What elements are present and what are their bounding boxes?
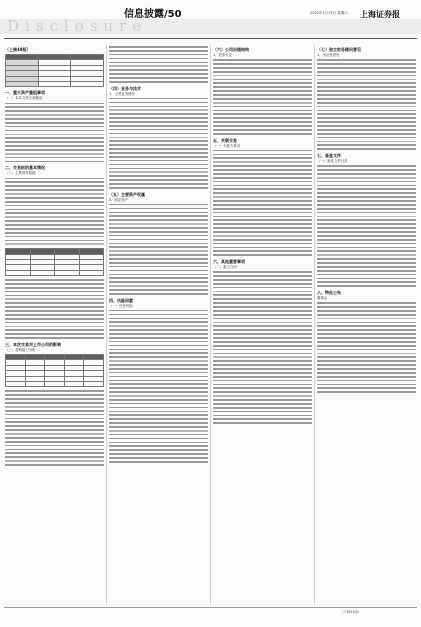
text-block [213,271,312,424]
section-heading: （四）业务与技术 [109,85,141,91]
sub-heading: 1、股东大会 [213,53,233,57]
text-block [5,103,104,163]
section-heading: 五、关联交易 [213,137,237,143]
text-block [109,98,208,189]
financial-table [5,248,104,276]
column-1 [5,45,104,605]
text-block [109,204,208,295]
column-divider [314,45,315,605]
sub-heading: （一）备查文件目录 [317,159,348,164]
text-block [317,59,416,150]
sub-heading: （一）经营风险 [109,303,133,308]
section-heading: 四、风险因素 [109,297,133,303]
column-2 [109,45,208,605]
sub-heading: （二）主要财务数据 [5,171,36,176]
text-block [213,150,312,256]
sub-heading: 1、主营业务情况 [109,91,135,96]
bottom-rule [4,607,417,608]
sub-heading: （二）重大合同 [213,265,237,270]
text-block [109,46,208,83]
page-header [0,0,421,42]
column-4 [317,45,416,605]
text-block [213,59,312,134]
section-heading: 三、本次交易对上市公司的影响 [5,341,61,347]
section-heading: 一、重大资产重组事项 [5,90,45,96]
data-table [5,354,104,387]
section-heading: （六）公司治理结构 [213,47,249,52]
section-heading: （五）主要资产权属 [109,191,145,197]
section-heading: （七）独立财务顾问意见 [317,47,361,52]
sub-heading: 2、固定资产 [109,197,129,202]
section-heading: 六、其他重要事项 [213,259,245,265]
sub-heading: 董事会 [317,296,328,301]
continued-note: （下转51版） [340,610,362,614]
sub-heading: 1、结论性意见 [317,53,340,57]
summary-table [5,54,104,87]
continuation-label: （上接49版） [5,47,31,52]
sub-heading: （一）本次交易方案概述 [5,96,43,101]
issue-date: 2022年1月15日 星期六 [310,11,348,15]
header-rule [4,38,417,39]
text-block [5,279,104,339]
text-block [5,178,104,246]
newspaper-brand: 上海证券报 [360,9,400,19]
column-3 [213,45,312,605]
sub-heading: （三）盈利能力分析 [5,347,36,352]
section-heading: 八、特此公告 [317,290,341,296]
masthead-disclosure: Disclosure [7,17,148,35]
text-block [317,302,416,393]
text-block [317,165,416,287]
text-block [5,390,104,465]
column-divider [106,45,107,605]
section-heading: 七、备查文件 [317,153,341,159]
text-block [109,310,208,463]
column-divider [210,45,211,605]
section-title: 信息披露/50 [124,9,182,20]
sub-heading: （一）关联方情况 [213,143,241,148]
section-heading: 二、交易标的基本情况 [5,165,45,171]
